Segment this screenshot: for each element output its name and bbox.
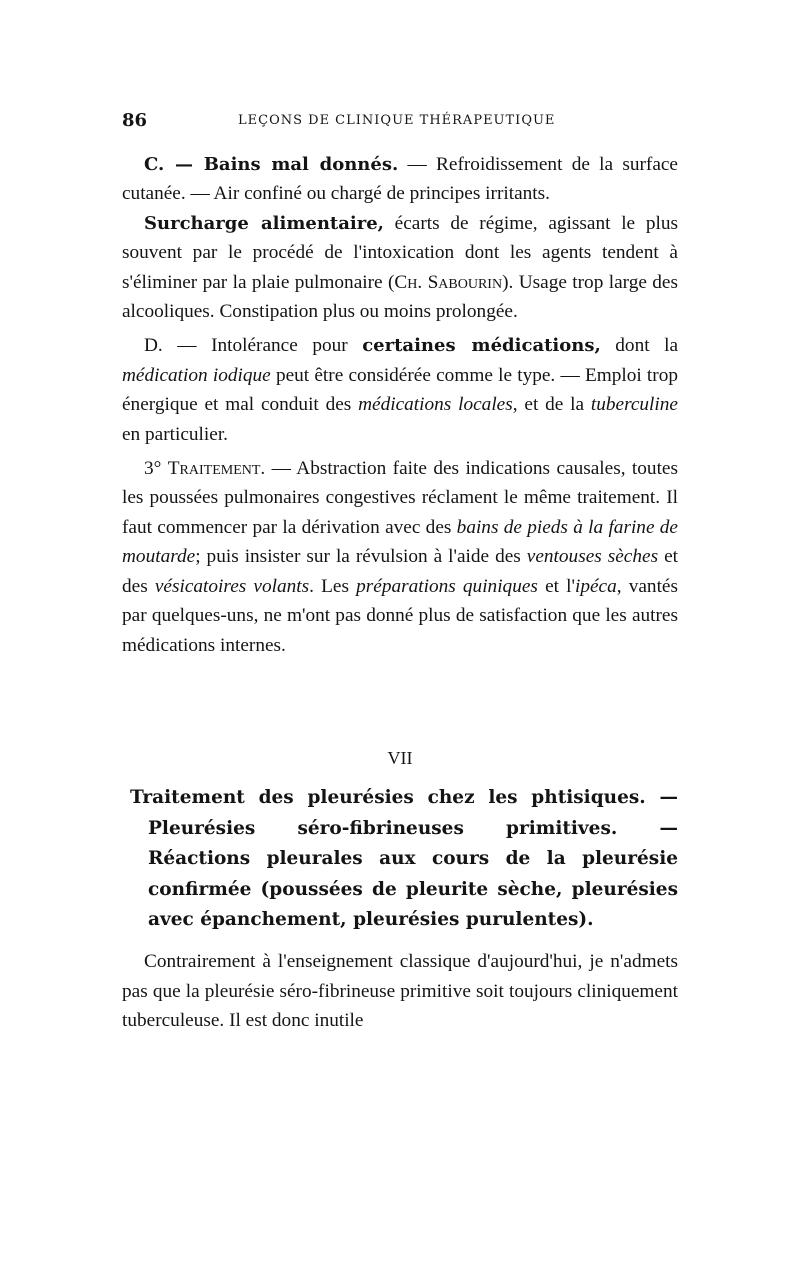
paragraph-d-italic-2: médications locales: [358, 394, 513, 416]
paragraph-d-italic-1: médication iodique: [122, 364, 271, 386]
paragraph-c: [122, 150, 678, 209]
running-head: LEÇONS DE CLINIQUE THÉRAPEUTIQUE: [238, 113, 556, 128]
paragraph-d-text-1: D. — Intolérance pour: [144, 335, 363, 357]
section-body-paragraph: Contrairement à l'enseignement classique d'aujourd'hui, je n'admets pas que la pleurésie séro-fibrineuse primitive soit toujours cliniquement tuberculeuse. Il est donc inutile: [122, 951, 678, 1031]
paragraph-traitement-text-4: . Les: [309, 575, 357, 597]
paragraph-surcharge-text: écarts de régime, agissant le plus souvent par le procédé de l'intoxication dont les agents tendent à s'éliminer par la plaie pulmonaire (: [122, 212, 678, 293]
paragraph-d-text-4: , et de la: [512, 394, 591, 416]
author-citation: Ch. Sabourin: [394, 271, 503, 293]
paragraph-d-italic-3: tuberculine: [590, 394, 678, 416]
paragraph-c-label: C. — Bains mal donnés.: [144, 154, 399, 175]
paragraph-traitement: [122, 454, 678, 660]
paragraph-traitement-italic-1: bains de pieds à la farine de moutarde: [122, 516, 678, 568]
paragraph-traitement-label: Traitement: [167, 458, 261, 480]
paragraph-d-text-3: peut être considérée comme le type. — Emploi trop énergique et mal conduit des: [122, 364, 678, 416]
paragraph-traitement-text-1: . — Abstraction faite des indications causales, toutes les poussées pulmonaires congestives réclament le même traitement. Il faut commencer par la dérivation avec des: [122, 458, 678, 538]
page-number: 86: [122, 110, 148, 131]
paragraph-traitement-text-6: , vantés par quelques-uns, ne m'ont pas donné plus de satisfaction que les autres médications internes.: [122, 575, 678, 656]
body-text: [122, 150, 678, 660]
section-heading: Traitement des pleurésies chez les phtisiques. — Pleurésies séro-fibrineuses primitives. — Réactions pleurales aux cours de la pleurésie confirmée (poussées de pleurite sèche, pleurésies avec épanchement, pleurésies purulentes).: [130, 787, 678, 930]
paragraph-traitement-italic-4: préparations quiniques: [356, 575, 538, 597]
paragraph-traitement-text-2: ; puis insister sur la révulsion à l'aide des: [195, 546, 527, 568]
paragraph-surcharge: [122, 209, 678, 327]
section-body: [122, 947, 678, 1036]
paragraph-d: [122, 331, 678, 449]
paragraph-traitement-text-3: et des: [122, 546, 678, 597]
paragraph-d-bold: certaines médications,: [362, 335, 601, 357]
paragraph-traitement-num: 3°: [144, 458, 168, 480]
paragraph-surcharge-end: ). Usage trop large des alcooliques. Constipation plus ou moins prolongée.: [122, 271, 678, 323]
paragraph-traitement-italic-2: ventouses sèches: [526, 546, 659, 568]
paragraph-traitement-text-5: et l': [537, 575, 575, 597]
section-number: VII: [387, 748, 413, 768]
paragraph-traitement-italic-3: vésicatoires volants: [154, 575, 310, 597]
page-header: [122, 110, 572, 136]
paragraph-d-text-2: dont la: [600, 335, 679, 357]
paragraph-d-text-5: en particulier.: [122, 423, 228, 445]
paragraph-traitement-italic-5: ipéca: [574, 575, 617, 597]
paragraph-c-text: — Refroidissement de la surface cutanée. — Air confiné ou chargé de principes irritants.: [122, 154, 678, 205]
paragraph-surcharge-label: Surcharge alimentaire,: [144, 212, 384, 234]
